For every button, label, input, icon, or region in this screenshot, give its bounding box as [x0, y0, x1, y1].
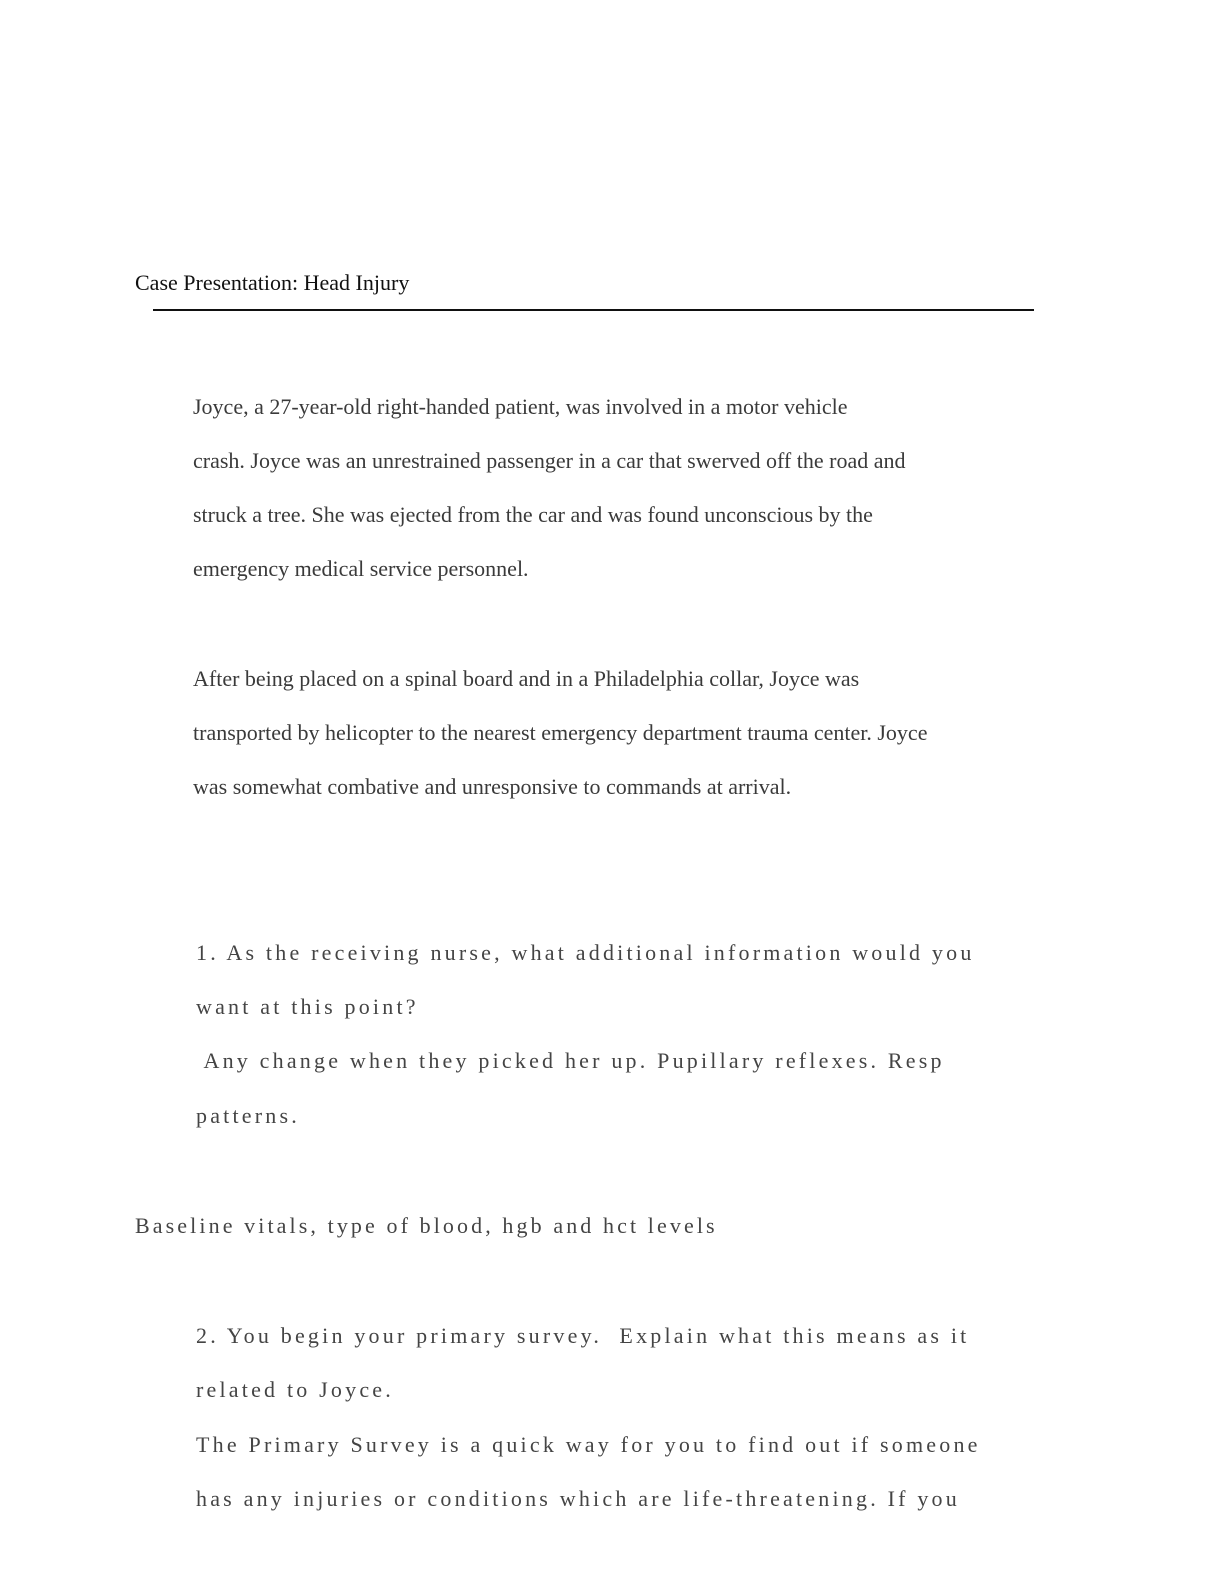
answer-2-line: The Primary Survey is a quick way for you to find out if someone [196, 1432, 981, 1457]
title-underline [153, 309, 1034, 311]
document-title: Case Presentation: Head Injury [135, 270, 410, 295]
case-paragraph-1-line: struck a tree. She was ejected from the car and was found unconscious by the [193, 502, 873, 527]
question-1-line: 1. As the receiving nurse, what additional information would you [196, 940, 975, 965]
case-paragraph-2-line: transported by helicopter to the nearest emergency department trauma center. Joyce [193, 720, 928, 745]
case-paragraph-2-line: After being placed on a spinal board and in a Philadelphia collar, Joyce was [193, 666, 860, 691]
case-paragraph-2-line: was somewhat combative and unresponsive to commands at arrival. [193, 774, 792, 799]
answer-1-extra: Baseline vitals, type of blood, hgb and hct levels [135, 1213, 718, 1238]
case-paragraph-1-line: Joyce, a 27-year-old right-handed patient, was involved in a motor vehicle [193, 394, 848, 419]
answer-1-line: patterns. [196, 1103, 300, 1128]
answer-2-line: has any injuries or conditions which are life-threatening. If you [196, 1486, 960, 1511]
case-paragraph-1-line: emergency medical service personnel. [193, 556, 529, 581]
question-1-line: want at this point? [196, 994, 419, 1019]
answer-1-line: Any change when they picked her up. Pupillary reflexes. Resp [196, 1048, 945, 1073]
question-2-line: related to Joyce. [196, 1377, 394, 1402]
case-paragraph-1-line: crash. Joyce was an unrestrained passenger in a car that swerved off the road and [193, 448, 906, 473]
question-2-line: 2. You begin your primary survey. Explain what this means as it [196, 1323, 970, 1348]
